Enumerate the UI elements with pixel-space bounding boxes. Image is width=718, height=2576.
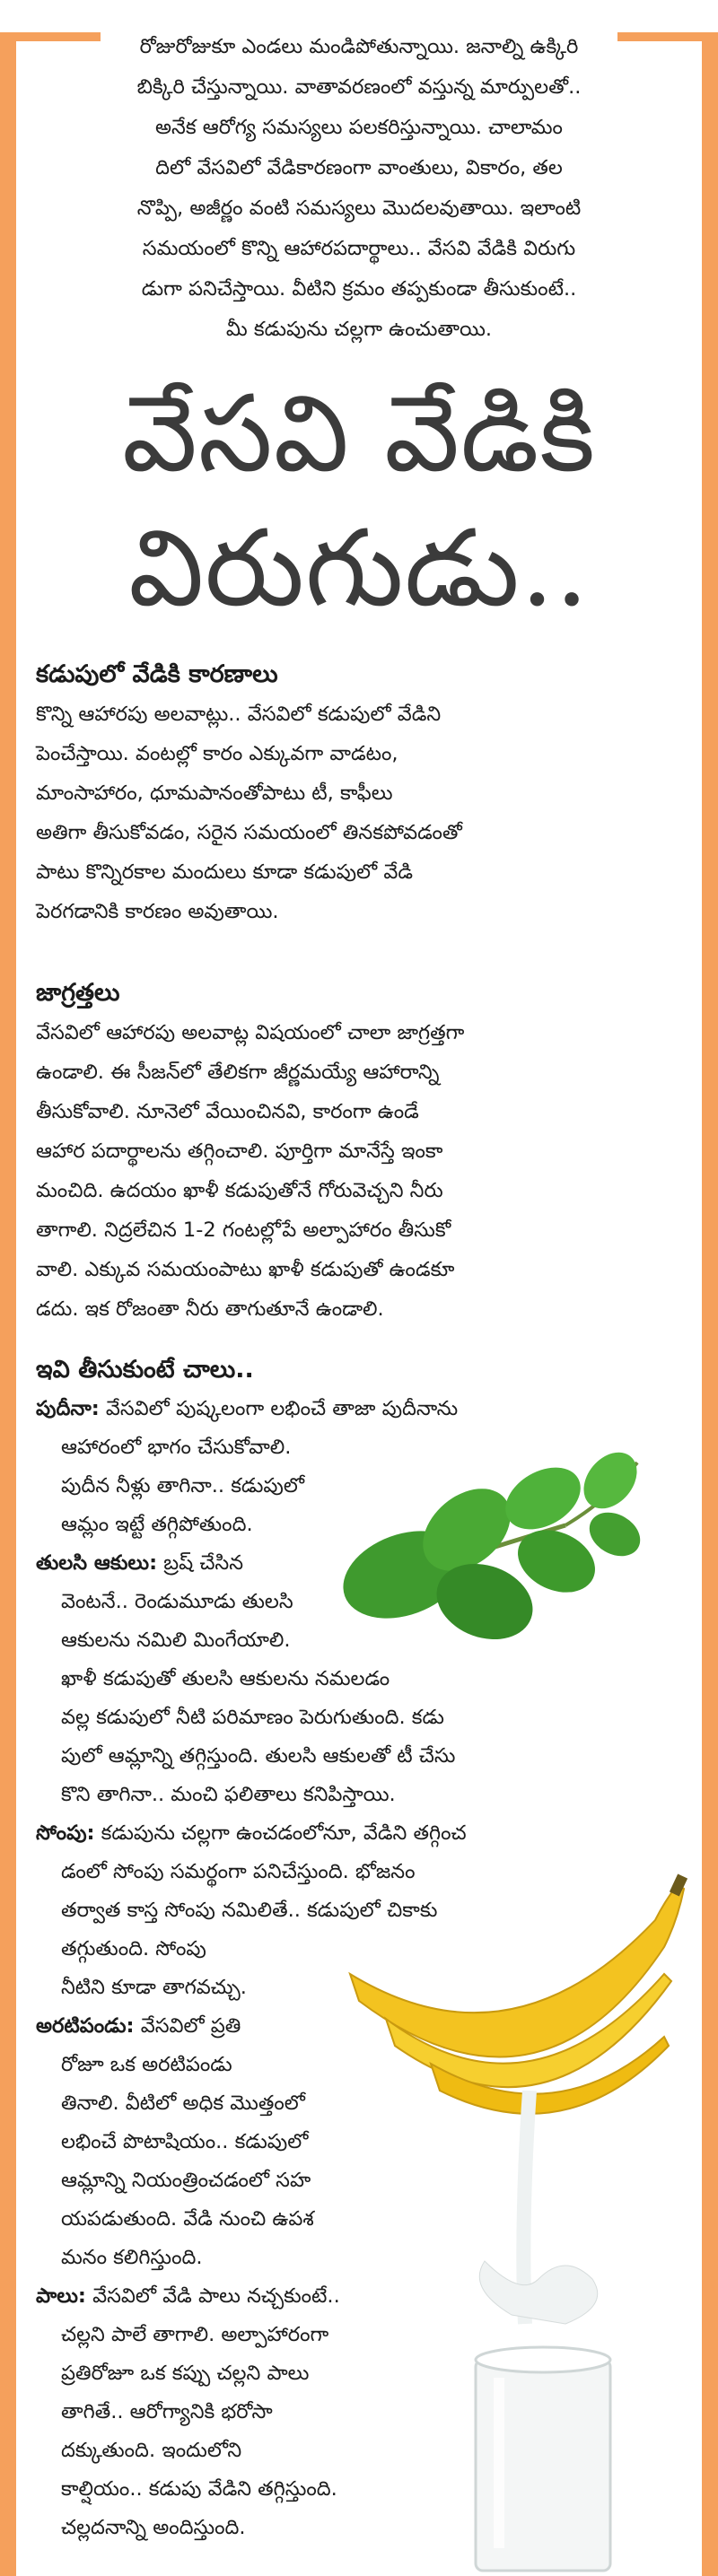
- headline: [36, 366, 682, 635]
- body-line: వాలి. ఎక్కువ సమయంపాటు ఖాళీ కడుపుతో ఉండకూ: [36, 1258, 455, 1281]
- body-line: డదు. ఇక రోజంతా నీరు తాగుతూనే ఉండాలి.: [36, 1297, 384, 1321]
- intro-line: డుగా పనిచేస్తాయి. వీటిని క్రమం తప్పకుండా తీసుకుంటే..: [141, 277, 577, 301]
- body-line: పెరగడానికి కారణం అవుతాయి.: [36, 900, 279, 923]
- remedy-text: ఆహారంలో భాగం చేసుకోవాలి.: [61, 1436, 292, 1459]
- orange-frame-right: [702, 32, 718, 2576]
- remedy-text: లభించే పొటాషియం.. కడుపులో: [61, 2130, 309, 2153]
- remedy-text: దక్కుతుంది. ఇందులోని: [61, 2439, 242, 2462]
- remedy-text: తగ్గుతుంది. సోంపు: [61, 1937, 206, 1960]
- remedy-text: బ్రష్ చేసిన: [157, 1551, 244, 1575]
- remedy-text: పుదీన నీళ్లు తాగినా.. కడుపులో: [61, 1474, 304, 1498]
- headline-line: విరుగుడు..: [128, 506, 590, 630]
- remedy-label: పుదీనా:: [36, 1397, 100, 1420]
- remedy-text: తినాలి. వీటిలో అధిక మొత్తంలో: [61, 2091, 305, 2115]
- remedy-item-tulsi: [36, 1544, 664, 1814]
- remedy-text: తాగితే.. ఆరోగ్యానికి భరోసా: [61, 2400, 273, 2423]
- remedy-item-mint: [36, 1390, 664, 1544]
- remedy-text: ఆమ్లం ఇట్టే తగ్గిపోతుంది.: [61, 1513, 253, 1536]
- remedy-text: కడుపును చల్లగా ఉంచడంలోనూ, వేడిని తగ్గించ: [94, 1821, 467, 1845]
- intro-line: నొప్పి, అజీర్ణం వంటి సమస్యలు మొదలవుతాయి. ఇలాంటి: [136, 196, 582, 220]
- body-line: ఉండాలి. ఈ సీజన్‌లో తేలికగా జీర్ణమయ్యే ఆహారాన్ని: [36, 1061, 440, 1084]
- remedy-text: కొని తాగినా.. మంచి ఫలితాలు కనిపిస్తాయి.: [61, 1783, 396, 1806]
- remedy-text: వేసవిలో వేడి పాలు నచ్చకుంటే..: [85, 2284, 340, 2308]
- remedy-text: వెంటనే.. రెండుమూడు తులసి: [61, 1590, 293, 1613]
- remedy-text: పులో ఆమ్లాన్ని తగ్గిస్తుంది. తులసి ఆకులతో టీ చేసు: [61, 1744, 456, 1768]
- body-line: మంచిది. ఉదయం ఖాళీ కడుపుతోనే గోరువెచ్చని నీరు: [36, 1179, 443, 1202]
- body-line: అతిగా తీసుకోవడం, సరైన సమయంలో తినకపోవడంతో: [36, 821, 462, 844]
- remedy-item-banana: [36, 2007, 664, 2277]
- remedy-text: రోజూ ఒక అరటిపండు: [61, 2053, 232, 2076]
- remedy-text: నీటిని కూడా తాగవచ్చు.: [61, 1976, 247, 1999]
- remedy-label: పాలు:: [36, 2284, 86, 2308]
- section-title: జాగ్రత్తలు: [36, 979, 120, 1007]
- remedy-text: చల్లని పాలే తాగాలి. అల్పాహారంగా: [61, 2323, 329, 2346]
- section-body: [36, 1013, 664, 1329]
- intro-line: బిక్కిరి చేస్తున్నాయి. వాతావరణంలో వస్తున్న మార్పులతో..: [136, 75, 582, 99]
- body-line: పాటు కొన్నిరకాల మందులు కూడా కడుపులో వేడి: [36, 860, 413, 884]
- body-line: పెంచేస్తాయి. వంటల్లో కారం ఎక్కువగా వాడటం,: [36, 742, 398, 765]
- intro-line: రోజురోజుకూ ఎండలు మండిపోతున్నాయి. జనాల్ని ఉక్కిరి: [139, 35, 579, 58]
- remedy-text: ఖాళీ కడుపుతో తులసి ఆకులను నమలడం: [61, 1667, 390, 1690]
- remedy-text: వేసవిలో పుష్కలంగా లభించే తాజా పుదీనాను: [99, 1397, 459, 1420]
- remedy-text: తర్వాత కాస్త సోంపు నమిలితే.. కడుపులో చికాకు: [61, 1899, 438, 1922]
- intro-line: అనేక ఆరోగ్య సమస్యలు పలకరిస్తున్నాయి. చాలామం: [155, 116, 563, 139]
- remedy-text: వేసవిలో ప్రతి: [134, 2014, 241, 2038]
- remedy-text: కాల్షియం.. కడుపు వేడిని తగ్గిస్తుంది.: [61, 2477, 337, 2501]
- section-body: [36, 694, 655, 931]
- remedy-item-fennel: [36, 1814, 664, 2007]
- body-line: మాంసాహారం, ధూమపానంతోపాటు టీ, కాఫీలు: [36, 782, 393, 805]
- body-line: ఆహార పదార్థాలను తగ్గించాలి. పూర్తిగా మానేస్తే ఇంకా: [36, 1140, 443, 1163]
- remedy-text: యపడుతుంది. వేడి నుంచి ఉపశ: [61, 2207, 314, 2231]
- remedy-label: సోంపు:: [36, 1821, 95, 1845]
- remedy-text: ఆమ్లాన్ని నియంత్రించడంలో సహ: [61, 2169, 311, 2192]
- remedy-text: చల్లదనాన్ని అందిస్తుంది.: [61, 2516, 246, 2539]
- orange-frame-left: [0, 32, 16, 2576]
- remedy-text: ఆకులను నమిలి మింగేయాలి.: [61, 1629, 291, 1652]
- body-line: తీసుకోవాలి. నూనెలో వేయించినవి, కారంగా ఉండే: [36, 1100, 419, 1123]
- intro-line: దిలో వేసవిలో వేడికారణంగా వాంతులు, వికారం, తల: [155, 156, 563, 179]
- article: [36, 27, 682, 635]
- section-precautions: [36, 974, 664, 1329]
- intro-line: మీ కడుపును చల్లగా ఉంచుతాయి.: [225, 318, 493, 341]
- section-remedies: [36, 1350, 664, 2547]
- body-line: తాగాలి. నిద్రలేచిన 1-2 గంటల్లోపే అల్పాహారం తీసుకో: [36, 1218, 451, 1242]
- section-causes: [36, 655, 655, 931]
- remedy-text: ప్రతిరోజూ ఒక కప్పు చల్లని పాలు: [61, 2362, 310, 2385]
- section-title: ఇవి తీసుకుంటే చాలు..: [36, 1356, 254, 1384]
- intro-line: సమయంలో కొన్ని ఆహారపదార్థాలు.. వేసవి వేడికి విరుగు: [142, 237, 576, 260]
- remedy-text: వల్ల కడుపులో నీటి పరిమాణం పెరుగుతుంది. కడు: [61, 1706, 444, 1729]
- remedy-item-milk: [36, 2277, 664, 2547]
- section-title: కడుపులో వేడికి కారణాలు: [36, 660, 278, 688]
- body-line: వేసవిలో ఆహారపు అలవాట్ల విషయంలో చాలా జాగ్రత్తగా: [36, 1021, 465, 1044]
- headline-line: వేసవి వేడికి: [122, 371, 596, 495]
- remedy-text: మనం కలిగిస్తుంది.: [61, 2246, 203, 2269]
- remedy-label: తులసి ఆకులు:: [36, 1551, 158, 1575]
- remedy-text: డంలో సోంపు సమర్థంగా పనిచేస్తుంది. భోజనం: [61, 1860, 416, 1883]
- intro-paragraph: [45, 27, 673, 350]
- remedy-label: అరటిపండు:: [36, 2014, 135, 2038]
- body-line: కొన్ని ఆహారపు అలవాట్లు.. వేసవిలో కడుపులో వేడిని: [36, 703, 442, 726]
